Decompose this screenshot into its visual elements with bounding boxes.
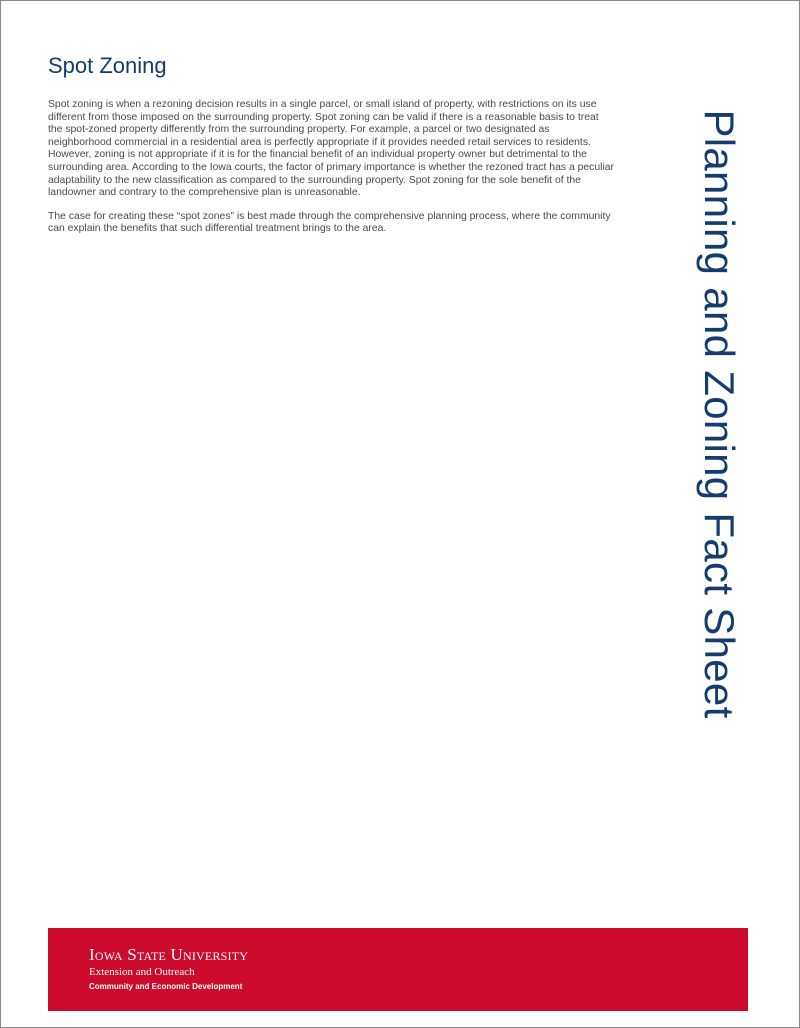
paragraph-definition: Spot zoning is when a rezoning decision results in a single parcel, or small island of property, with restrictions on its use different from those imposed on the surrounding property. Spot zoning can be valid if there is a reasonable basis to treat the spot-zoned property differently from the surrounding property. For example, a parcel or two designated as neighborhood commercial in a residential area is perfectly appropriate if it provides needed retail services to residents. However, zoning is not appropriate if it is for the financial benefit of an individual property owner but detrimental to the surrounding area. According to the Iowa courts, the factor of primary importance is whether the rezoned tract has a peculiar adaptability to the new classification as compared to the surrounding property. Spot zoning for the sole benefit of the landowner and contrary to the comprehensive plan is unreasonable. [48, 99, 615, 199]
program-name: Community and Economic Development [89, 982, 243, 991]
section-heading: Spot Zoning [48, 53, 167, 78]
paragraph-planning-process: The case for creating these “spot zones” is best made through the comprehensive planning process, where the community can explain the benefits that such differential treatment brings to the area. [48, 210, 611, 235]
vertical-title-text: Planning and Zoning Fact Sheet [696, 109, 743, 719]
footer-band [48, 928, 748, 1011]
body-text [48, 99, 614, 247]
university-wordmark: Iowa State University [89, 945, 249, 964]
extension-unit: Extension and Outreach [89, 966, 195, 978]
